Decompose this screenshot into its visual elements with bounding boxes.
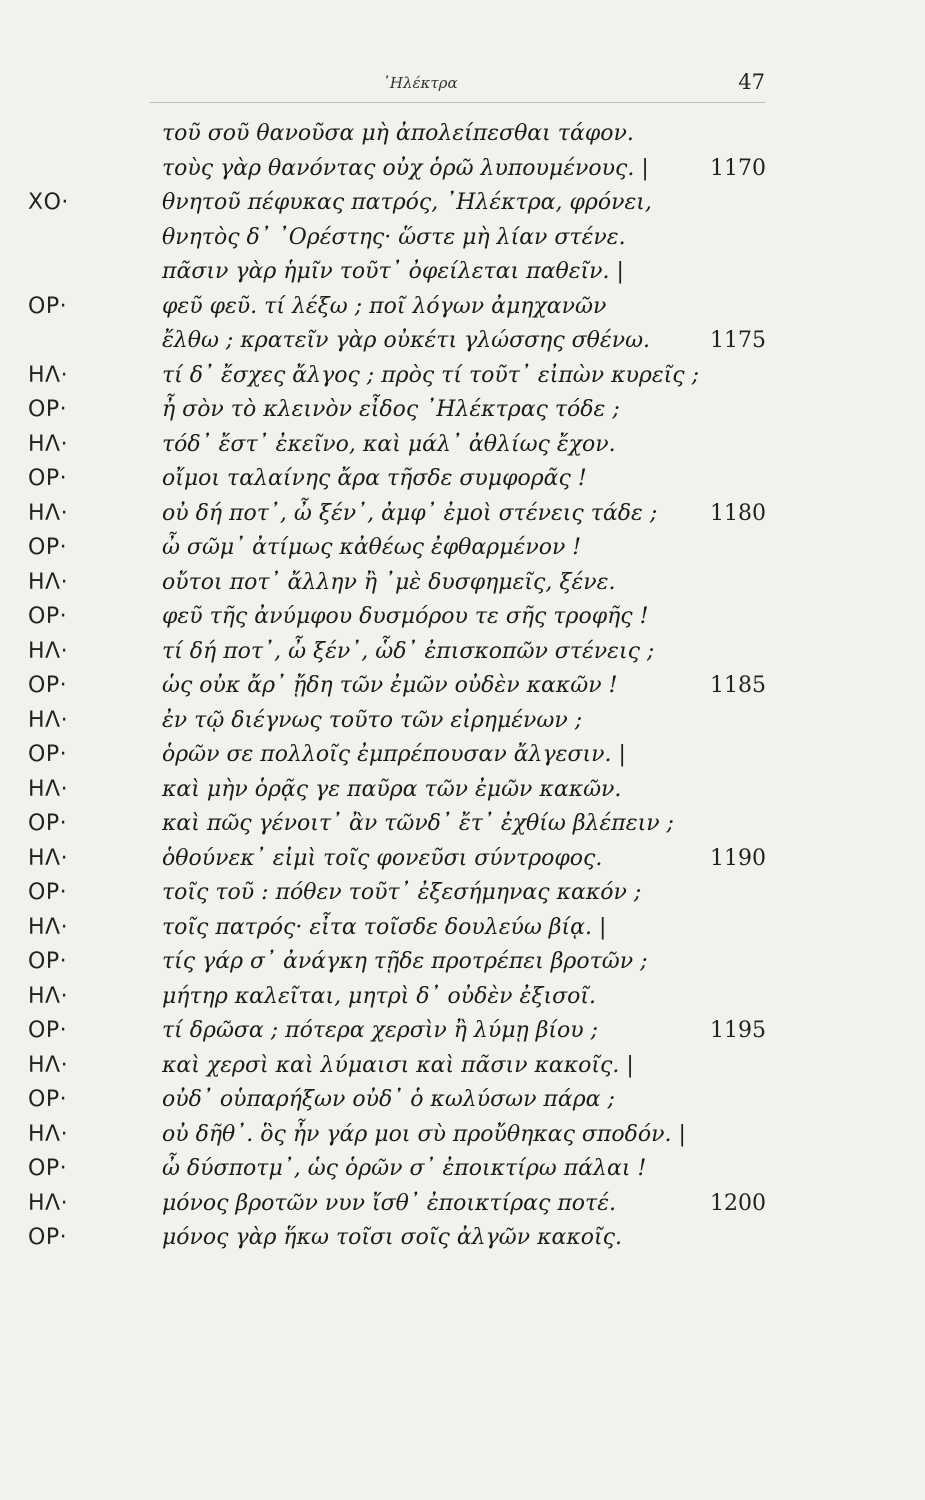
speaker-label: ΟΡ· xyxy=(28,293,68,319)
header-rule xyxy=(150,102,765,103)
verse-text: ὦ δύσποτμ᾿, ὡς ὁρῶν σ᾿ ἐποικτίρω πάλαι ! xyxy=(162,1156,647,1181)
verse-text: οὔτοι ποτ᾿ ἄλλην ἢ ᾿μὲ δυσφημεῖς, ξένε. xyxy=(162,569,616,595)
verse-line xyxy=(0,635,925,670)
verse-line xyxy=(0,980,925,1015)
speaker-label: ΗΛ· xyxy=(28,983,69,1009)
verse-line xyxy=(0,186,925,221)
verse-line xyxy=(0,1118,925,1153)
verse-line xyxy=(0,462,925,497)
verse-line xyxy=(0,669,925,704)
verse-line xyxy=(0,428,925,463)
line-number: 1195 xyxy=(710,1018,766,1043)
speaker-label: ΗΛ· xyxy=(28,707,69,733)
verse-text: φεῦ τῆς ἀνύμφου δυσμόρου τε σῆς τροφῆς ! xyxy=(162,604,649,629)
verse-text: θνητοῦ πέφυκας πατρός, ᾿Ηλέκτρα, φρόνει, xyxy=(162,190,652,215)
line-number: 1175 xyxy=(710,328,766,353)
verse-text: οὐ δή ποτ᾿, ὦ ξέν᾿, ἀμφ᾿ ἐμοὶ στένεις τάδε ; xyxy=(162,500,658,526)
verse-line xyxy=(0,255,925,290)
verse-line xyxy=(0,359,925,394)
verse-line xyxy=(0,117,925,152)
speaker-label: ΗΛ· xyxy=(28,1052,69,1078)
speaker-label: ΧΟ· xyxy=(28,190,69,215)
verse-text: οὐδ᾿ οὑπαρήξων οὐδ᾿ ὁ κωλύσων πάρα ; xyxy=(162,1087,615,1112)
speaker-label: ΟΡ· xyxy=(28,1087,68,1112)
speaker-label: ΗΛ· xyxy=(28,776,69,802)
verse-line xyxy=(0,221,925,256)
line-number: 1185 xyxy=(710,673,766,698)
speaker-label: ΗΛ· xyxy=(28,569,69,595)
verse-text: ἐν τῷ διέγνως τοῦτο τῶν εἰρημένων ; xyxy=(162,707,583,733)
speaker-label: ΟΡ· xyxy=(28,1225,68,1250)
verse-text: τίς γάρ σ᾿ ἀνάγκη τῇδε προτρέπει βροτῶν ; xyxy=(162,949,648,974)
running-title: ᾿Ηλέκτρα xyxy=(382,74,458,92)
speaker-label: ΗΛ· xyxy=(28,431,69,457)
verse-line xyxy=(0,945,925,980)
verse-text: ὁθούνεκ᾿ εἰμὶ τοῖς φονεῦσι σύντροφος. xyxy=(162,845,603,871)
verse-line xyxy=(0,876,925,911)
speaker-label: ΟΡ· xyxy=(28,949,68,974)
verse-text: καὶ μὴν ὁρᾷς γε παῦρα τῶν ἐμῶν κακῶν. xyxy=(162,776,622,802)
verse-text: τοῖς τοῦ : πόθεν τοῦτ᾿ ἐξεσήμηνας κακόν ; xyxy=(162,880,642,905)
verse-text: μόνος βροτῶν νυν ἴσθ᾿ ἐποικτίρας ποτέ. xyxy=(162,1190,616,1216)
verse-text: ὡς οὐκ ἄρ᾿ ᾔδη τῶν ἐμῶν οὐδὲν κακῶν ! xyxy=(162,673,618,698)
verse-text: ἦ σὸν τὸ κλεινὸν εἶδος ᾿Ηλέκτρας τόδε ; xyxy=(162,397,620,422)
speaker-label: ΗΛ· xyxy=(28,1190,69,1216)
verse-text: φεῦ φεῦ. τί λέξω ; ποῖ λόγων ἀμηχανῶν xyxy=(162,293,607,319)
verse-line xyxy=(0,324,925,359)
verse-text: ἔλθω ; κρατεῖν γὰρ οὐκέτι γλώσσης σθένω. xyxy=(162,328,651,353)
verse-text: τοῦ σοῦ θανοῦσα μὴ ἀπολείπεσθαι τάφον. xyxy=(162,121,634,146)
verse-text: θνητὸς δ᾿ ᾿Ορέστης· ὥστε μὴ λίαν στένε. xyxy=(162,224,626,250)
verse-text: τί δρῶσα ; πότερα χερσὶν ἢ λύμῃ βίου ; xyxy=(162,1018,599,1043)
verse-line xyxy=(0,393,925,428)
speaker-label: ΟΡ· xyxy=(28,811,68,836)
verse-line xyxy=(0,1152,925,1187)
line-number: 1190 xyxy=(710,845,766,871)
verse-line xyxy=(0,1187,925,1222)
speaker-label: ΟΡ· xyxy=(28,397,68,422)
speaker-label: ΗΛ· xyxy=(28,500,69,526)
verse-text: τοῖς πατρός· εἶτα τοῖσδε δουλεύω βίᾳ. | xyxy=(162,914,607,940)
speaker-label: ΗΛ· xyxy=(28,362,69,388)
verse-lines xyxy=(0,117,925,1256)
verse-text: τοὺς γὰρ θανόντας οὐχ ὁρῶ λυπουμένους. | xyxy=(162,155,649,181)
verse-line xyxy=(0,566,925,601)
verse-text: ὦ σῶμ᾿ ἀτίμως κἀθέως ἐφθαρμένον ! xyxy=(162,535,582,560)
verse-line xyxy=(0,1049,925,1084)
verse-line xyxy=(0,704,925,739)
verse-line xyxy=(0,807,925,842)
verse-text: τί δή ποτ᾿, ὦ ξέν᾿, ὧδ᾿ ἐπισκοπῶν στένεις ; xyxy=(162,638,655,664)
speaker-label: ΟΡ· xyxy=(28,1018,68,1043)
speaker-label: ΗΛ· xyxy=(28,914,69,940)
verse-text: τόδ᾿ ἔστ᾿ ἐκεῖνο, καὶ μάλ᾿ ἀθλίως ἔχον. xyxy=(162,431,616,457)
verse-line xyxy=(0,738,925,773)
verse-text: μήτηρ καλεῖται, μητρὶ δ᾿ οὐδὲν ἐξισοῖ. xyxy=(162,983,596,1009)
speaker-label: ΗΛ· xyxy=(28,1121,69,1147)
line-number: 1200 xyxy=(710,1190,766,1216)
verse-text: οἴμοι ταλαίνης ἄρα τῆσδε συμφορᾶς ! xyxy=(162,466,587,491)
verse-line xyxy=(0,1014,925,1049)
speaker-label: ΟΡ· xyxy=(28,742,68,767)
verse-line xyxy=(0,842,925,877)
verse-text: πᾶσιν γὰρ ἡμῖν τοῦτ᾿ ὀφείλεται παθεῖν. | xyxy=(162,259,624,284)
verse-text: οὐ δῆθ᾿. ὃς ἦν γάρ μοι σὺ προὔθηκας σποδόν. | xyxy=(162,1121,686,1147)
speaker-label: ΟΡ· xyxy=(28,535,68,560)
verse-line xyxy=(0,1083,925,1118)
verse-line xyxy=(0,600,925,635)
verse-line xyxy=(0,290,925,325)
verse-line xyxy=(0,773,925,808)
speaker-label: ΟΡ· xyxy=(28,1156,68,1181)
verse-text: καὶ πῶς γένοιτ᾿ ἂν τῶνδ᾿ ἔτ᾿ ἐχθίω βλέπειν ; xyxy=(162,811,674,836)
page-number: 47 xyxy=(738,70,765,94)
verse-line xyxy=(0,1221,925,1256)
verse-text: τί δ᾿ ἔσχες ἄλγος ; πρὸς τί τοῦτ᾿ εἰπὼν κυρεῖς ; xyxy=(162,362,700,388)
verse-text: ὁρῶν σε πολλοῖς ἐμπρέπουσαν ἄλγεσιν. | xyxy=(162,742,626,767)
verse-text: μόνος γὰρ ἥκω τοῖσι σοῖς ἀλγῶν κακοῖς. xyxy=(162,1225,622,1250)
line-number: 1180 xyxy=(710,500,766,526)
speaker-label: ΗΛ· xyxy=(28,845,69,871)
verse-line xyxy=(0,152,925,187)
verse-text: καὶ χερσὶ καὶ λύμαισι καὶ πᾶσιν κακοῖς. | xyxy=(162,1052,634,1078)
verse-line xyxy=(0,497,925,532)
verse-line xyxy=(0,531,925,566)
speaker-label: ΟΡ· xyxy=(28,673,68,698)
speaker-label: ΟΡ· xyxy=(28,466,68,491)
speaker-label: ΗΛ· xyxy=(28,638,69,664)
speaker-label: ΟΡ· xyxy=(28,880,68,905)
verse-line xyxy=(0,911,925,946)
line-number: 1170 xyxy=(710,155,766,181)
speaker-label: ΟΡ· xyxy=(28,604,68,629)
